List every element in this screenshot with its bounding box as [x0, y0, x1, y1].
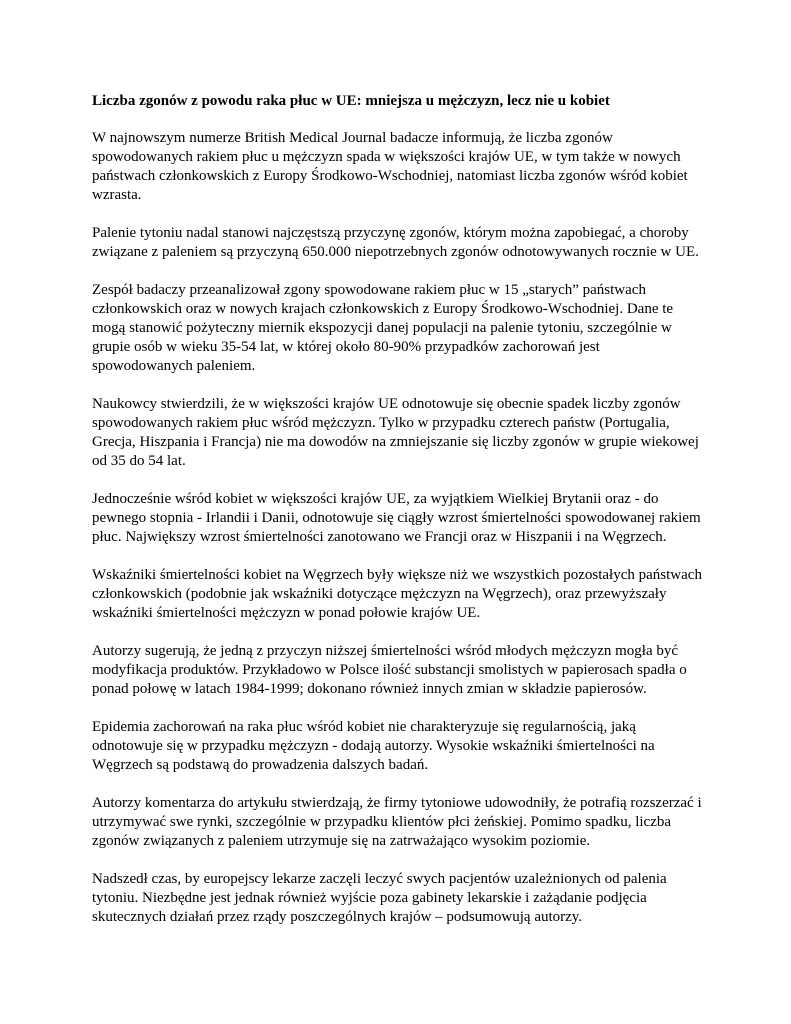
article-title: Liczba zgonów z powodu raka płuc w UE: mniejsza u mężczyzn, lecz nie u kobiet [92, 93, 610, 109]
paragraph-9: Autorzy komentarza do artykułu stwierdzają, że firmy tytoniowe udowodniły, że potrafią rozszerzać i utrzymywać swe rynki, szczególnie w przypadku klientów płci żeńskiej. Pomimo spadku, liczba zgonów związanych z paleniem utrzymuje się na zatrważająco wysokim poziomie. [92, 795, 702, 849]
paragraph-3: Zespół badaczy przeanalizował zgony spowodowane rakiem płuc w 15 „starych” państwach członkowskich oraz w nowych krajach członkowskich z Europy Środkowo-Wschodniej. Dane te mogą stanowić pożyteczny miernik ekspozycji danej populacji na palenie tytoniu, szczególnie w grupie osób w wieku 35-54 lat, w której około 80-90% przypadków zachorowań jest spowodowanych paleniem. [92, 282, 674, 374]
paragraph-7: Autorzy sugerują, że jedną z przyczyn niższej śmiertelności wśród młodych mężczyzn mogła być modyfikacja produktów. Przykładowo w Polsce ilość substancji smolistych w papierosach spadła o ponad połowę w latach 1984-1999; dokonano również innych zmian w składzie papierosów. [92, 643, 687, 697]
article-body [92, 92, 704, 946]
paragraph-4: Naukowcy stwierdzili, że w większości krajów UE odnotowuje się obecnie spadek liczby zgonów spowodowanych rakiem płuc wśród mężczyzn. Tylko w przypadku czterech państw (Portugalia, Grecja, Hiszpania i Francja) nie ma dowodów na zmniejszanie się liczby zgonów w grupie wiekowej od 35 do 54 lat. [92, 396, 699, 469]
paragraph-2: Palenie tytoniu nadal stanowi najczęstszą przyczynę zgonów, którym można zapobiegać, a choroby związane z paleniem są przyczyną 650.000 niepotrzebnych zgonów odnotowywanych rocznie w UE. [92, 225, 699, 260]
paragraph-6: Wskaźniki śmiertelności kobiet na Węgrzech były większe niż we wszystkich pozostałych państwach członkowskich (podobnie jak wskaźniki dotyczące mężczyzn na Węgrzech), oraz przewyższały wskaźniki śmiertelności mężczyzn w ponad połowie krajów UE. [92, 567, 702, 621]
paragraph-8: Epidemia zachorowań na raka płuc wśród kobiet nie charakteryzuje się regularnością, jaką odnotowuje się w przypadku mężczyzn - dodają autorzy. Wysokie wskaźniki śmiertelności na Węgrzech są podstawą do prowadzenia dalszych badań. [92, 719, 655, 773]
paragraph-10: Nadszedł czas, by europejscy lekarze zaczęli leczyć swych pacjentów uzależnionych od palenia tytoniu. Niezbędne jest jednak również wyjście poza gabinety lekarskie i zażądanie podjęcia skutecznych działań przez rządy poszczególnych krajów – podsumowują autorzy. [92, 871, 667, 925]
paragraph-1: W najnowszym numerze British Medical Journal badacze informują, że liczba zgonów spowodowanych rakiem płuc u mężczyzn spada w większości krajów UE, w tym także w nowych państwach członkowskich z Europy Środkowo-Wschodniej, natomiast liczba zgonów wśród kobiet wzrasta. [92, 130, 688, 203]
paragraph-5: Jednocześnie wśród kobiet w większości krajów UE, za wyjątkiem Wielkiej Brytanii oraz - do pewnego stopnia - Irlandii i Danii, odnotowuje się ciągły wzrost śmiertelności spowodowanej rakiem płuc. Największy wzrost śmiertelności zanotowano we Francji oraz w Hiszpanii i na Węgrzech. [92, 491, 701, 545]
